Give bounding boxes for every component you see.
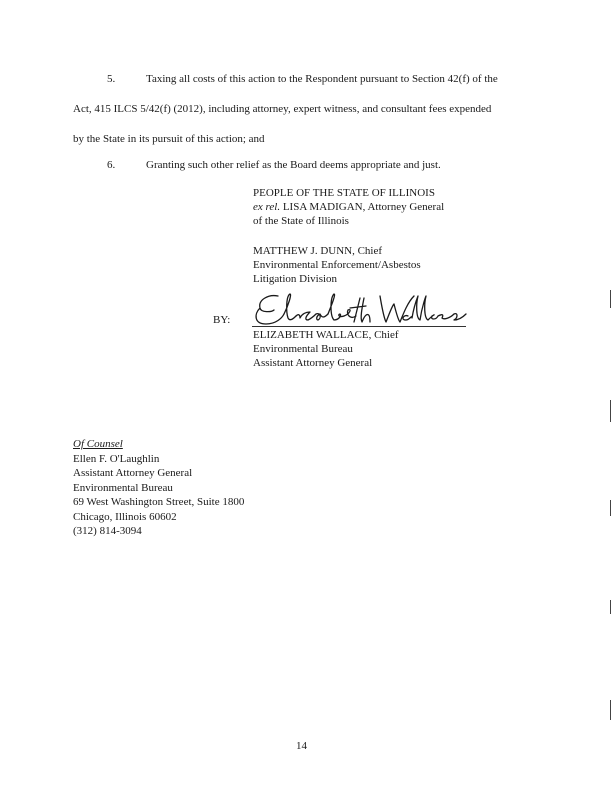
scan-edge-mark: [610, 700, 611, 720]
counsel-phone: (312) 814-3094: [73, 525, 142, 537]
of-counsel-block: [73, 437, 244, 539]
by-label: BY:: [213, 314, 231, 326]
signature-block: [253, 186, 513, 286]
item-number-5: 5.: [107, 73, 116, 85]
signer-name: ELIZABETH WALLACE, Chief: [253, 329, 399, 341]
paragraph-6-text: Granting such other relief as the Board deems appropriate and just.: [146, 159, 441, 171]
party-line1: PEOPLE OF THE STATE OF ILLINOIS: [253, 187, 435, 199]
party-line2: [253, 200, 513, 214]
of-counsel-heading: Of Counsel: [73, 438, 123, 450]
counsel-name: Ellen F. O'Laughlin: [73, 452, 160, 465]
chief-line1: MATTHEW J. DUNN, Chief: [253, 245, 383, 257]
signer-block: [253, 328, 399, 370]
scan-edge-mark: [610, 500, 611, 516]
party-line3: of the State of Illinois: [253, 215, 349, 227]
signer-title2: Assistant Attorney General: [253, 357, 373, 369]
counsel-address1: 69 West Washington Street, Suite 1800: [73, 496, 245, 508]
counsel-title: Assistant Attorney General: [73, 467, 193, 479]
page-number: 14: [296, 740, 307, 752]
counsel-bureau: Environmental Bureau: [73, 481, 173, 494]
counsel-address2: Chicago, Illinois 60602: [73, 510, 177, 523]
party-line2-rest: LISA MADIGAN, Attorney General: [280, 201, 445, 213]
item-number-6: 6.: [107, 159, 116, 171]
signature-line: [252, 326, 466, 327]
paragraph-5-line2: Act, 415 ILCS 5/42(f) (2012), including attorney, expert witness, and consultant fees expended: [73, 103, 492, 115]
signer-title1: Environmental Bureau: [253, 343, 353, 355]
scan-edge-mark: [610, 600, 611, 614]
scan-edge-mark: [610, 400, 611, 422]
chief-line2: Environmental Enforcement/Asbestos: [253, 259, 421, 271]
ex-rel: ex rel.: [253, 201, 281, 213]
scan-edge-mark: [610, 290, 611, 308]
chief-line3: Litigation Division: [253, 273, 338, 285]
paragraph-5-text: Taxing all costs of this action to the Respondent pursuant to Section 42(f) of the: [146, 73, 498, 85]
paragraph-5-line3: by the State in its pursuit of this action; and: [73, 133, 265, 145]
